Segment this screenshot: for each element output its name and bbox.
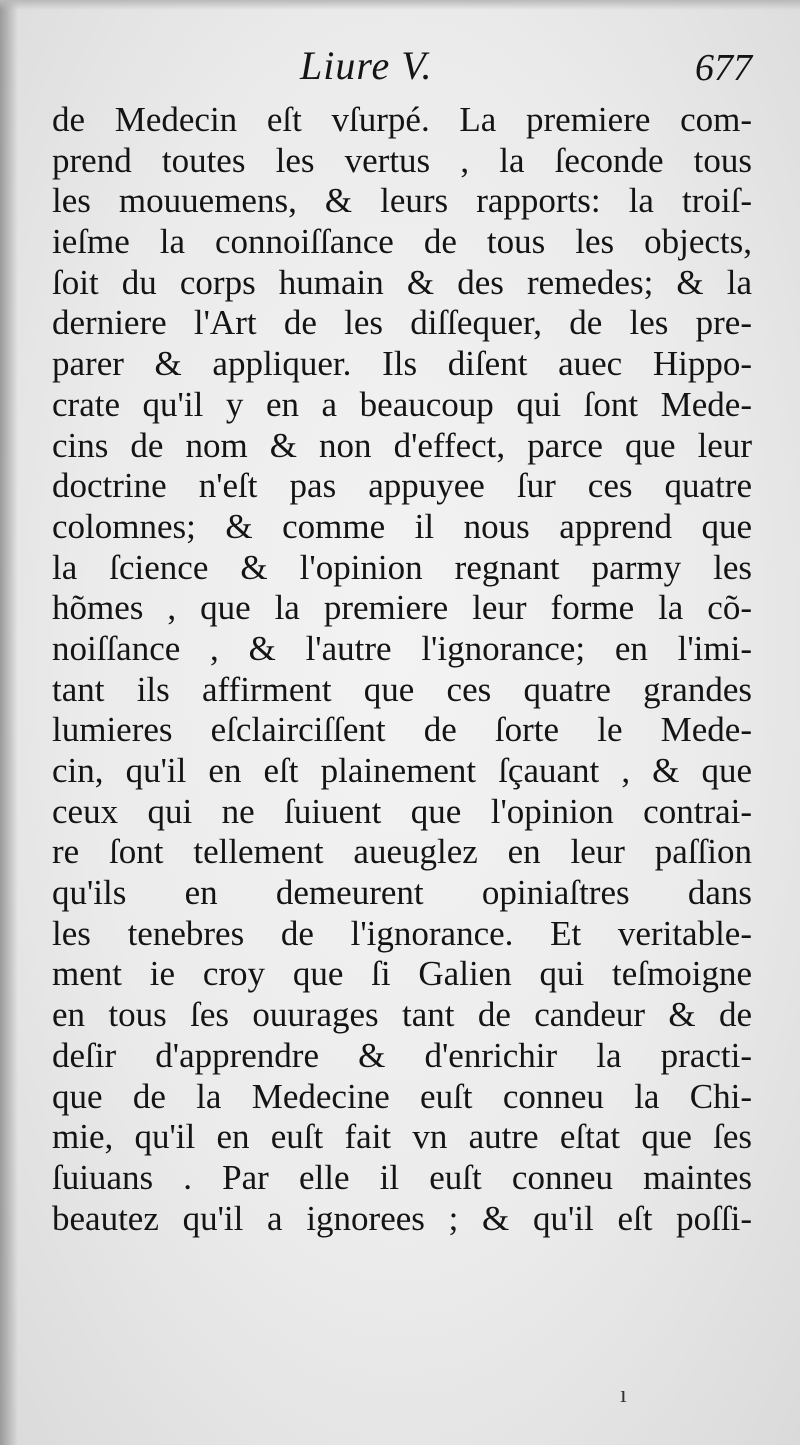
text-line: que de la Medecine euſt conneu la Chi-: [52, 1076, 752, 1116]
text-line: cins de nom & non d'effect, parce que leur: [52, 425, 752, 465]
text-line: ment ie croy que ſi Galien qui teſmoigne: [52, 954, 752, 994]
text-line: crate qu'il y en a beaucoup qui ſont Mede-: [52, 384, 752, 424]
text-line: cin, qu'il en eſt plainement ſçauant , & que: [52, 751, 752, 790]
text-line: prend toutes les vertus , la ſeconde tous: [52, 140, 752, 180]
text-line: lumieres eſclairciſſent de ſorte le Mede-: [52, 710, 752, 750]
text-line: les mouuemens, & leurs rapports: la troiſ-: [52, 181, 752, 221]
text-line: ceux qui ne ſuiuent que l'opinion contrai-: [52, 791, 752, 831]
running-head: Liure V.: [300, 43, 433, 88]
text-line: colomnes; & comme il nous apprend que: [52, 506, 752, 546]
text-line: parer & appliquer. Ils diſent auec Hippo-: [52, 344, 752, 384]
text-line: les tenebres de l'ignorance. Et veritable-: [52, 913, 752, 953]
text-line: ieſme la connoiſſance de tous les objects,: [52, 222, 752, 262]
text-line: mie, qu'il en euſt fait vn autre eſtat que ſes: [52, 1117, 752, 1157]
text-line: tant ils affirment que ces quatre grandes: [52, 669, 752, 709]
text-line: de Medecin eſt vſurpé. La premiere com-: [52, 100, 752, 139]
text-line: beautez qu'il a ignorees ; & qu'il eſt poſſi-: [52, 1198, 752, 1238]
text-line: derniere l'Art de les diſſequer, de les pre-: [52, 303, 752, 343]
page-edge-shadow-left: [0, 0, 18, 1445]
text-line: la ſcience & l'opinion regnant parmy les: [52, 547, 752, 587]
page-number: 677: [695, 47, 752, 89]
text-line: hõmes , que la premiere leur forme la cõ-: [52, 588, 752, 628]
text-line: deſir d'apprendre & d'enrichir la practi-: [52, 1035, 752, 1075]
text-line: doctrine n'eſt pas appuyee ſur ces quatre: [52, 466, 752, 506]
text-line: ſoit du corps humain & des remedes; & la: [52, 262, 752, 302]
text-line: re ſont tellement aueuglez en leur paſſion: [52, 832, 752, 872]
text-line: ſuiuans . Par elle il euſt conneu maintes: [52, 1157, 752, 1197]
text-line: qu'ils en demeurent opiniaſtres dans: [52, 873, 752, 913]
ink-mark: ı: [620, 1382, 627, 1408]
page-header: [0, 42, 800, 102]
body-text: [52, 100, 752, 1239]
text-line: noiſſance , & l'autre l'ignorance; en l'imi-: [52, 628, 752, 668]
text-line: en tous ſes ouurages tant de candeur & de: [52, 995, 752, 1035]
page-edge-shadow-top: [0, 0, 800, 10]
